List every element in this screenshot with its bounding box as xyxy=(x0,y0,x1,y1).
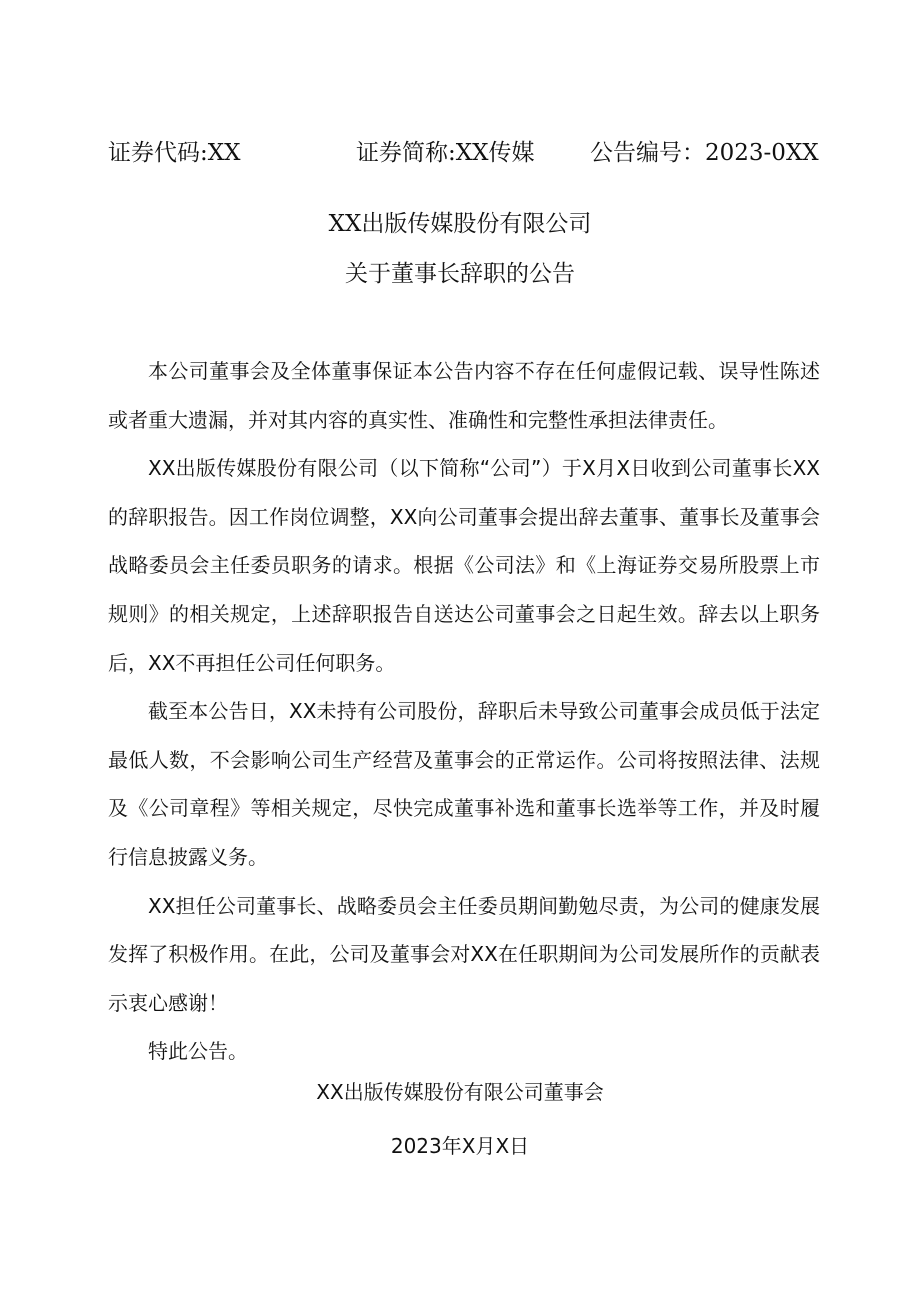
paragraph-shareholding: 截至本公告日，XX未持有公司股份，辞职后未导致公司董事会成员低于法定最低人数，不会影响公司生产经营及董事会的正常运作。公司将按照法律、法规及《公司章程》等相关规定，尽快完成董事补选和董事长选举等工作，并及时履行信息披露义务。 xyxy=(108,699,820,869)
stock-code: 证券代码:XX xyxy=(108,140,241,166)
signature-date: 2023年X月X日 xyxy=(390,1134,530,1158)
header-line xyxy=(108,134,820,168)
paragraph-resignation: XX出版传媒股份有限公司（以下简称“公司”）于X月X日收到公司董事长XX的辞职报告。因工作岗位调整，XX向公司董事会提出辞去董事、董事长及董事会战略委员会主任委员职务的请求。根据《公司法》和《上海证券交易所股票上市规则》的相关规定，上述辞职报告自送达公司董事会之日起生效。辞去以上职务后，XX不再担任公司任何职务。 xyxy=(108,456,820,675)
announcement-number: 公告编号：2023-0XX xyxy=(590,140,819,166)
announcement-title: 关于董事长辞职的公告 xyxy=(345,261,575,287)
announcement-body xyxy=(108,347,820,1076)
stock-abbreviation: 证券简称:XX传媒 xyxy=(356,140,535,166)
paragraph-thanks: XX担任公司董事长、战略委员会主任委员期间勤勉尽责，为公司的健康发展发挥了积极作用。在此，公司及董事会对XX在任职期间为公司发展所作的贡献表示衷心感谢！ xyxy=(108,893,820,1015)
signature-org: XX出版传媒股份有限公司董事会 xyxy=(316,1080,604,1104)
company-title: XX出版传媒股份有限公司 xyxy=(328,211,592,237)
paragraph-guarantee: 本公司董事会及全体董事保证本公告内容不存在任何虚假记载、误导性陈述或者重大遗漏，并对其内容的真实性、准确性和完整性承担法律责任。 xyxy=(108,359,820,432)
paragraph-closing: 特此公告。 xyxy=(148,1039,248,1064)
